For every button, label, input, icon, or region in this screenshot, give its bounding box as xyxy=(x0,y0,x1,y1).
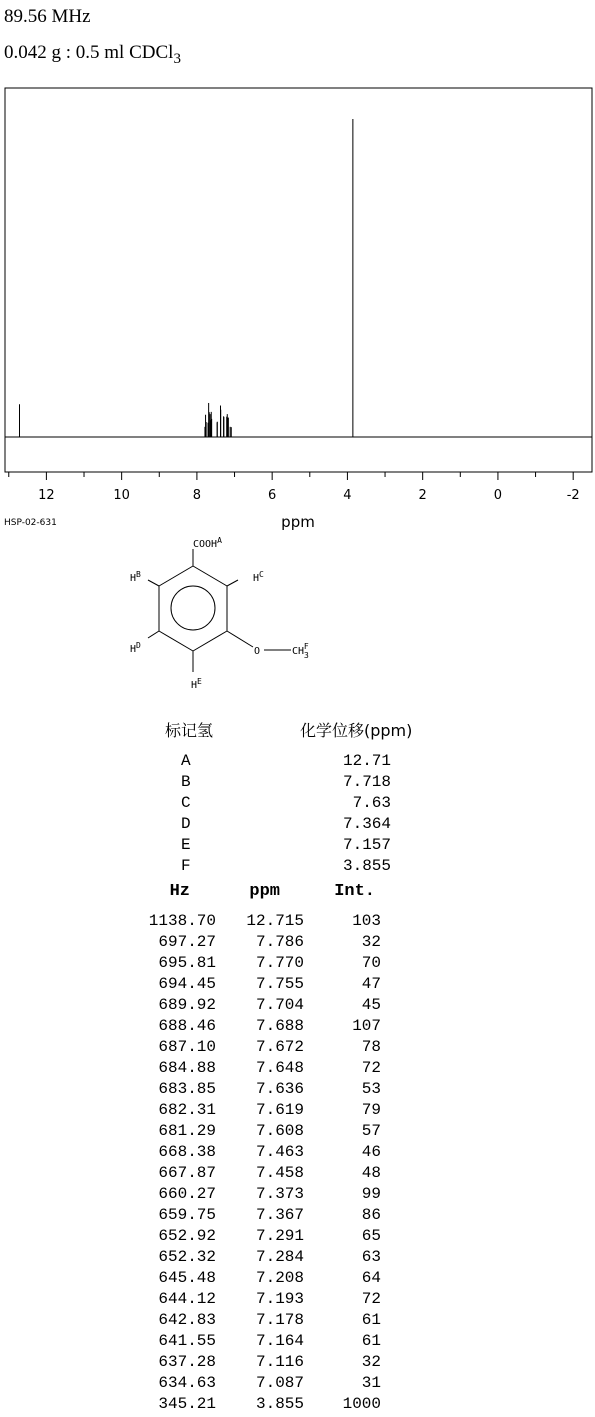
header-int: Int. xyxy=(334,882,375,901)
peak-ppm: 7.648 xyxy=(255,1059,304,1077)
peak-int: 103 xyxy=(352,912,381,930)
peak-ppm: 7.284 xyxy=(255,1248,304,1266)
peak-int: 31 xyxy=(361,1374,381,1392)
peak-hz: 668.38 xyxy=(158,1143,216,1161)
assignment-header-label: 标记氢 xyxy=(165,721,214,740)
peak-hz: 1138.70 xyxy=(148,912,216,930)
peak-row xyxy=(0,996,595,1017)
peak-row xyxy=(0,1164,595,1185)
assignment-row xyxy=(0,794,595,815)
peak-int: 63 xyxy=(361,1248,381,1266)
peak-int: 53 xyxy=(361,1080,381,1098)
x-tick-label: 10 xyxy=(113,488,130,503)
peak-row xyxy=(0,1143,595,1164)
peak-int: 32 xyxy=(361,1353,381,1371)
peak-hz: 689.92 xyxy=(158,996,216,1014)
peak-int: 32 xyxy=(361,933,381,951)
peak-hz: 642.83 xyxy=(158,1311,216,1329)
peak-hz: 645.48 xyxy=(158,1269,216,1287)
peak-row xyxy=(0,1080,595,1101)
peak-row xyxy=(0,1374,595,1395)
peak-ppm: 7.619 xyxy=(255,1101,304,1119)
peak-ppm: 7.193 xyxy=(255,1290,304,1308)
bond-hc xyxy=(227,580,238,586)
peak-ppm: 7.116 xyxy=(255,1353,304,1371)
peak-hz: 659.75 xyxy=(158,1206,216,1224)
header-hz: Hz xyxy=(169,882,190,901)
peak-row xyxy=(0,1269,595,1290)
peak-row xyxy=(0,1101,595,1122)
aromatic-ring-circle xyxy=(171,586,215,630)
assignment-shift: 7.364 xyxy=(342,815,391,833)
peak-hz: 644.12 xyxy=(158,1290,216,1308)
peak-ppm: 7.463 xyxy=(255,1143,304,1161)
x-tick-label: 2 xyxy=(418,488,427,503)
assignment-row xyxy=(0,815,595,836)
ring-bond xyxy=(193,631,227,651)
peak-row xyxy=(0,1290,595,1311)
peak-row xyxy=(0,1332,595,1353)
ch3-label: $CH_3F$ xyxy=(292,642,309,660)
peak-table xyxy=(0,912,595,1416)
peak-ppm: 7.164 xyxy=(255,1332,304,1350)
peak-row xyxy=(0,975,595,996)
h-e-label: $H^E$ xyxy=(191,677,202,691)
x-tick-label: 12 xyxy=(38,488,55,503)
peak-hz: 634.63 xyxy=(158,1374,216,1392)
molecule-structure xyxy=(0,0,595,700)
bond-o xyxy=(227,631,253,647)
peak-ppm: 7.636 xyxy=(255,1080,304,1098)
bond-hb xyxy=(148,580,159,586)
peak-hz: 652.92 xyxy=(158,1227,216,1245)
peak-ppm: 7.178 xyxy=(255,1311,304,1329)
peak-int: 61 xyxy=(361,1311,381,1329)
peak-hz: 652.32 xyxy=(158,1248,216,1266)
peak-int: 79 xyxy=(361,1101,381,1119)
peak-int: 48 xyxy=(361,1164,381,1182)
peak-int: 99 xyxy=(361,1185,381,1203)
peak-hz: 688.46 xyxy=(158,1017,216,1035)
peak-ppm: 7.755 xyxy=(255,975,304,993)
h-b-label: $H^B$ xyxy=(130,570,141,584)
peak-int: 70 xyxy=(361,954,381,972)
peak-table-header xyxy=(0,882,595,904)
oxygen-label: O xyxy=(254,646,261,657)
peak-ppm: 7.373 xyxy=(255,1185,304,1203)
peak-row xyxy=(0,954,595,975)
peak-ppm: 7.367 xyxy=(255,1206,304,1224)
assignment-label: D xyxy=(181,815,191,833)
assignment-shift: 7.157 xyxy=(342,836,391,854)
x-tick-label: 8 xyxy=(192,488,202,503)
assignment-label: E xyxy=(181,836,191,854)
peak-hz: 641.55 xyxy=(158,1332,216,1350)
peak-ppm: 3.855 xyxy=(255,1395,304,1413)
sample-text: 0.042 g : 0.5 ml CDCl xyxy=(4,42,174,63)
peak-hz: 695.81 xyxy=(158,954,216,972)
x-axis-label: ppm xyxy=(281,513,315,531)
peak-ppm: 12.715 xyxy=(246,912,304,930)
peak-int: 72 xyxy=(361,1290,381,1308)
peak-row xyxy=(0,1122,595,1143)
h-c-label: $H^C$ xyxy=(253,570,264,584)
peak-int: 86 xyxy=(361,1206,381,1224)
header-ppm: ppm xyxy=(249,882,280,901)
peak-row xyxy=(0,1227,595,1248)
ring-bond xyxy=(159,566,193,586)
peak-int: 72 xyxy=(361,1059,381,1077)
peak-int: 47 xyxy=(361,975,381,993)
peak-hz: 683.85 xyxy=(158,1080,216,1098)
peak-int: 46 xyxy=(361,1143,381,1161)
peak-int: 78 xyxy=(361,1038,381,1056)
peak-hz: 345.21 xyxy=(158,1395,216,1413)
peak-row xyxy=(0,912,595,933)
assignment-row xyxy=(0,773,595,794)
peak-row xyxy=(0,1038,595,1059)
peak-ppm: 7.770 xyxy=(255,954,304,972)
peak-ppm: 7.786 xyxy=(255,933,304,951)
peak-int: 45 xyxy=(361,996,381,1014)
peak-hz: 684.88 xyxy=(158,1059,216,1077)
assignment-label: F xyxy=(181,857,191,875)
peak-hz: 694.45 xyxy=(158,975,216,993)
peak-int: 64 xyxy=(361,1269,381,1287)
peak-row xyxy=(0,1353,595,1374)
x-tick-label: 6 xyxy=(268,488,277,503)
peak-row xyxy=(0,1395,595,1416)
x-tick-label: 4 xyxy=(343,488,352,503)
ring-bond xyxy=(159,631,193,651)
assignment-label: C xyxy=(181,794,191,812)
peak-ppm: 7.208 xyxy=(255,1269,304,1287)
peak-row xyxy=(0,1311,595,1332)
peak-ppm: 7.291 xyxy=(255,1227,304,1245)
assignment-header-shift: 化学位移(ppm) xyxy=(300,721,413,740)
peak-hz: 697.27 xyxy=(158,933,216,951)
peak-hz: 681.29 xyxy=(158,1122,216,1140)
peak-hz: 660.27 xyxy=(158,1185,216,1203)
peak-int: 107 xyxy=(352,1017,381,1035)
bond-hd xyxy=(148,631,159,638)
peak-row xyxy=(0,1017,595,1038)
assignment-shift: 12.71 xyxy=(342,752,391,770)
peak-hz: 637.28 xyxy=(158,1353,216,1371)
peak-hz: 682.31 xyxy=(158,1101,216,1119)
peak-int: 65 xyxy=(361,1227,381,1245)
peak-ppm: 7.672 xyxy=(255,1038,304,1056)
peak-ppm: 7.704 xyxy=(255,996,304,1014)
assignment-row xyxy=(0,836,595,857)
peak-ppm: 7.458 xyxy=(255,1164,304,1182)
peak-hz: 687.10 xyxy=(158,1038,216,1056)
x-tick-label: 0 xyxy=(493,488,503,503)
assignment-row xyxy=(0,857,595,878)
peak-int: 61 xyxy=(361,1332,381,1350)
assignment-label: B xyxy=(181,773,191,791)
peak-ppm: 7.688 xyxy=(255,1017,304,1035)
assignment-table xyxy=(0,752,595,878)
assignment-label: A xyxy=(181,752,191,770)
peak-int: 1000 xyxy=(342,1395,381,1413)
peak-int: 57 xyxy=(361,1122,381,1140)
h-d-label: $H^D$ xyxy=(130,641,141,655)
assignment-shift: 3.855 xyxy=(342,857,391,875)
peak-row xyxy=(0,933,595,954)
peak-row xyxy=(0,1185,595,1206)
assignment-row xyxy=(0,752,595,773)
cooh-label: $COOH^A$ xyxy=(193,536,222,550)
sample-code: HSP-02-631 xyxy=(4,518,57,528)
assignment-shift: 7.718 xyxy=(342,773,391,791)
peak-hz: 667.87 xyxy=(158,1164,216,1182)
ring-bond xyxy=(193,566,227,586)
peak-row xyxy=(0,1059,595,1080)
peak-row xyxy=(0,1248,595,1269)
assignment-shift: 7.63 xyxy=(352,794,391,812)
spectrometer-frequency: 89.56 MHz xyxy=(4,6,91,27)
peak-row xyxy=(0,1206,595,1227)
x-tick-label: -2 xyxy=(566,488,580,503)
peak-ppm: 7.087 xyxy=(255,1374,304,1392)
peak-ppm: 7.608 xyxy=(255,1122,304,1140)
sample-subscript: 3 xyxy=(173,51,181,67)
